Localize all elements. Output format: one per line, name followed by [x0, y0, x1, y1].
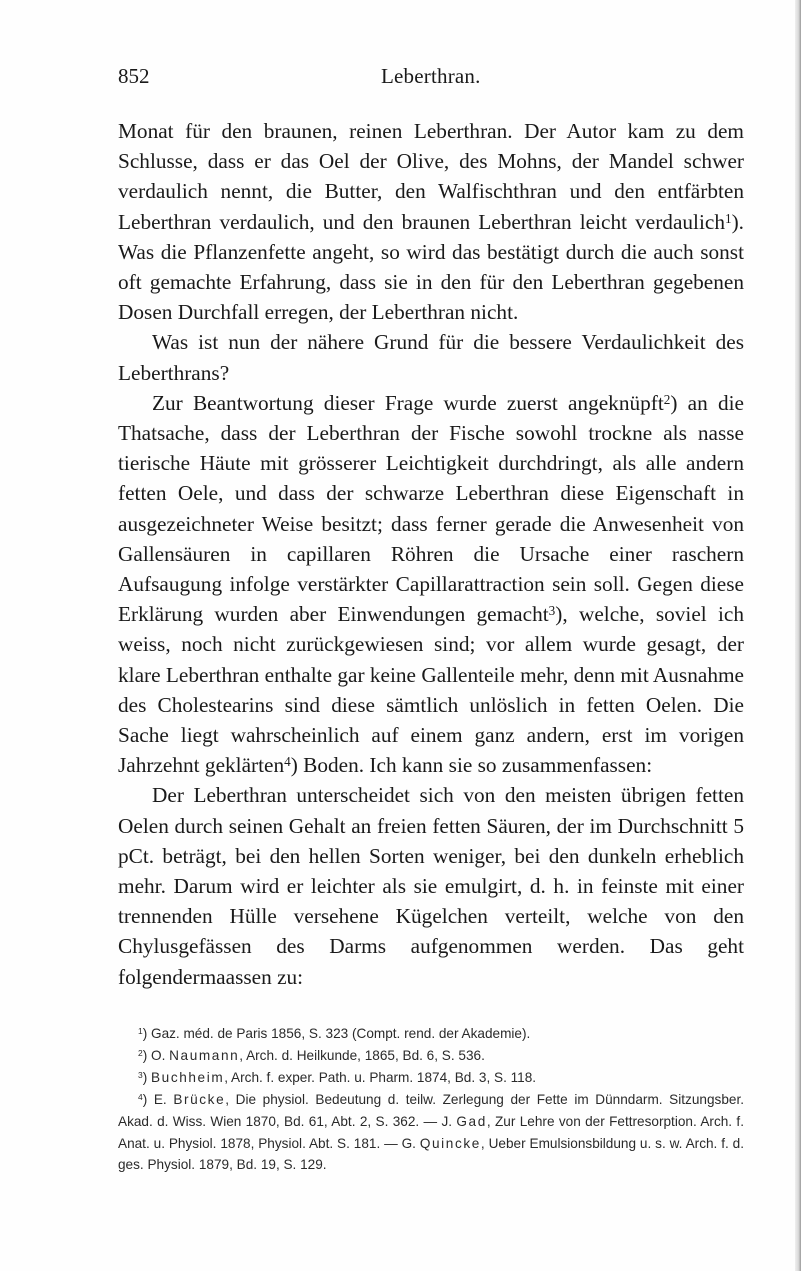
author-name: Brücke — [173, 1091, 226, 1107]
text-run: ) O. — [142, 1047, 170, 1063]
page-header — [118, 64, 678, 94]
text-run: ), welche, soviel ich weiss, noch nicht zurückgewiesen sind; vor allem wurde gesagt, der klare Leberthran enthalte gar keine Gallenteile mehr, denn mit Ausnahme des Cholestearins sind diese sämtlich unlöslich in fetten Oelen. Die Sache liegt wahrscheinlich auf einem ganz andern, erst im vorigen Jahrzehnt geklärten — [118, 602, 745, 778]
text-run: Der Leberthran unterscheidet sich von den meisten übrigen fetten Oelen durch seinen Gehalt an freien fetten Säuren, der im Durchschnitt 5 pCt. beträgt, bei den hellen Sorten weniger, bei den dunkeln erheblich mehr. Darum wird er leichter als sie emulgirt, d. h. in feinste mit einer trennenden Hülle versehene Kügelchen verteilt, welche von den Chylusgefässen des Darms aufgenommen werden. Das geht folgendermaassen zu: — [118, 783, 744, 989]
text-run: ) Boden. Ich kann sie so zusammenfassen: — [290, 753, 653, 778]
footnote — [118, 1089, 744, 1177]
footnote-marker: 3 — [138, 1070, 143, 1081]
text-run: ) Gaz. méd. de Paris 1856, S. 323 (Compt. rend. der Akademie). — [142, 1026, 531, 1041]
text-run: , Die physiol. Bedeutung d. teilw. Zerlegung der Fette im Dünndarm. Sitzungsber. Akad. d. Wiss. Wien 1870, Bd. 61, Abt. 2, S. 362. — J. — [118, 1091, 744, 1129]
text-run: , Ueber Emulsionsbildung u. s. w. Arch. f. d. ges. Physiol. 1879, Bd. 19, S. 129. — [118, 1135, 744, 1173]
text-run: ). Was die Pflanzenfette angeht, so wird das bestätigt durch die auch sonst oft gemachte Erfahrung, dass sie in den für den Leberthran gegebenen Dosen Durchfall erregen, der Leberthran nicht. — [118, 209, 744, 325]
text-run: , Zur Lehre von der Fettresorption. Arch. f. Anat. u. Physiol. 1878, Physiol. Abt. S. 181. — G. — [118, 1113, 744, 1151]
footnote-marker: 3 — [548, 603, 556, 619]
page-edge-shadow — [795, 0, 801, 1271]
text-run: Zur Beantwortung dieser Frage wurde zuerst angeknüpft — [152, 390, 664, 415]
paragraph — [118, 388, 744, 781]
footnote-marker: 4 — [138, 1091, 143, 1102]
author-name: Buchheim — [151, 1069, 225, 1085]
footnote-marker: 2 — [138, 1048, 143, 1059]
running-title: Leberthran. — [381, 64, 481, 88]
author-name: Gad — [456, 1113, 487, 1129]
text-run: Was ist nun der nähere Grund für die bessere Verdaulichkeit des Leberthrans? — [118, 330, 744, 385]
footnote — [118, 1045, 744, 1067]
text-run: ) an die Thatsache, dass der Leberthran der Fische sowohl trockne als nasse tierische Häute mit grösserer Leichtigkeit durchdringt, als alle andern fetten Oele, und dass der schwarze Leberthran diese Eigenschaft in ausgezeichneter Weise besitzt; dass ferner gerade die Anwesenheit von Gallensäuren in capillaren Röhren die Ursache einer raschern Aufsaugung infolge verstärkter Capillarattraction sein soll. Gegen diese Erklärung wurden aber Einwendungen gemacht — [118, 390, 744, 627]
paragraph — [118, 116, 744, 327]
footnotes — [118, 1023, 744, 1176]
text-run: Monat für den braunen, reinen Leberthran. Der Autor kam zu dem Schlusse, dass er das Oel der Olive, des Mohns, der Mandel schwer verdaulich nennt, die Butter, den Walfischthran und den entfärbten Leberthran verdaulich, und den braunen Leberthran leicht verdaulich — [118, 119, 744, 234]
author-name: Quincke — [419, 1135, 481, 1151]
text-run: , Arch. d. Heilkunde, 1865, Bd. 6, S. 536. — [239, 1047, 485, 1063]
text-run: ) E. — [142, 1091, 174, 1107]
footnote-marker: 1 — [724, 210, 732, 226]
paragraph — [118, 780, 744, 991]
footnote-marker: 2 — [663, 391, 671, 407]
text-run: ) — [142, 1069, 151, 1085]
body-text — [118, 116, 744, 992]
footnote-marker: 1 — [138, 1026, 143, 1037]
text-run: , Arch. f. exper. Path. u. Pharm. 1874, Bd. 3, S. 118. — [224, 1069, 537, 1085]
paragraph — [118, 327, 744, 387]
footnote — [118, 1023, 744, 1045]
page-number: 852 — [118, 64, 150, 88]
footnote-marker: 4 — [284, 754, 291, 770]
footnote — [118, 1067, 744, 1089]
author-name: Naumann — [169, 1047, 240, 1063]
